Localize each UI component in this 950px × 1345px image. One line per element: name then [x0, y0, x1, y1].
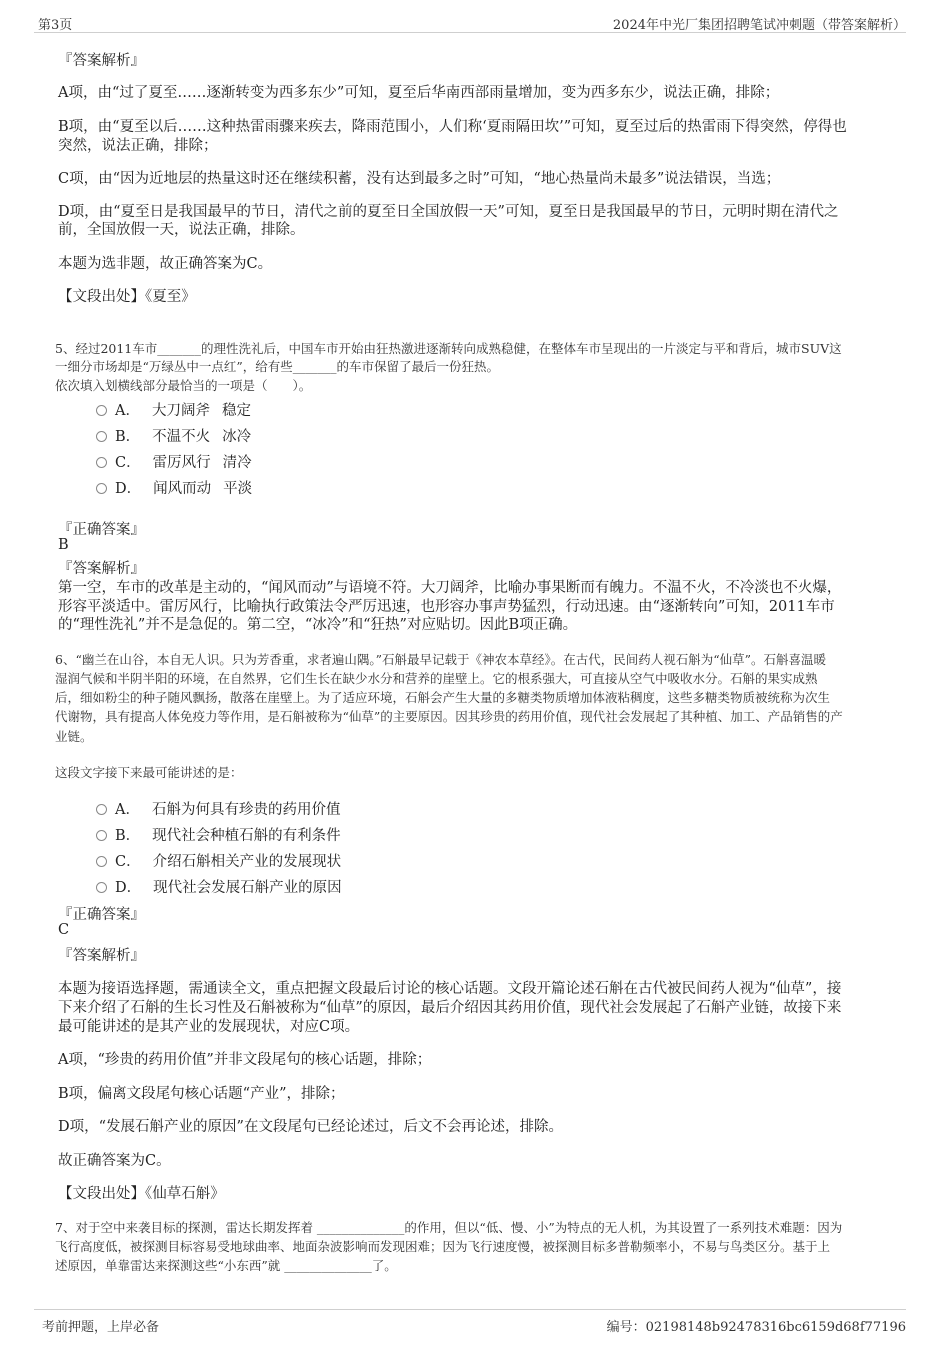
analysis-b-line: B项，偏离文段尾句核心话题“产业”，排除； [58, 1086, 345, 1102]
source-citation: 【文段出处】《仙草石斛》 [58, 1186, 225, 1202]
question-stem: 7、对于空中来袭目标的探测，雷达长期发挥着 ______________的作用，但以“低、慢、小”为特点的无人机，为其设置了一系列技术难题：因为 [55, 1220, 843, 1235]
radio-icon[interactable] [96, 830, 107, 841]
document-id: 编号：02198148b92478316bc6159d68f77196 [606, 1320, 906, 1335]
radio-icon[interactable] [96, 483, 107, 494]
question-stem: 飞行高度低，被探测目标容易受地球曲率、地面杂波影响而发现困难；因为飞行速度慢，被探测目标多普勒频率小，不易与鸟类区分。基于上 [55, 1239, 831, 1254]
answer-value: B [58, 537, 69, 553]
analysis-b-line: B项，由“夏至以后……这种热雷雨骤来疾去，降雨范围小，人们称‘夏雨隔田坎’”可知，夏至过后的热雷雨下得突然，停得也 [58, 119, 847, 135]
radio-icon[interactable] [96, 856, 107, 867]
answer-label: 『正确答案』 [58, 907, 145, 923]
analysis-text: 第一空，车市的改革是主动的，“闻风而动”与语境不符。大刀阔斧，比喻办事果断而有魄力。不温不火，不冷淡也不火爆， [58, 580, 842, 596]
analysis-a-line: A项，“珍贵的药用价值”并非文段尾句的核心话题，排除； [58, 1052, 432, 1068]
question-stem: 一细分市场却是“万绿丛中一点红”，给有些_______的车市保留了最后一份狂热。 [55, 359, 500, 374]
document-title: 2024年中光厂集团招聘笔试冲刺题（带答案解析） [612, 18, 906, 33]
page-footer [34, 1309, 906, 1336]
option-b[interactable]: B． 不温不火 冰冷 [96, 425, 251, 446]
radio-icon[interactable] [96, 405, 107, 416]
analysis-label: 『答案解析』 [58, 948, 145, 964]
question-prompt: 这段文字接下来最可能讲述的是： [55, 765, 243, 780]
question-stem: 业链。 [55, 729, 93, 744]
analysis-c-line: C项，由“因为近地层的热量这时还在继续积蓄，没有达到最多之时”可知，“地心热量尚未最多”说法错误，当选； [58, 171, 781, 187]
answer-label: 『正确答案』 [58, 522, 145, 538]
analysis-label: 『答案解析』 [58, 53, 145, 69]
option-a[interactable]: A． 大刀阔斧 稳定 [96, 399, 251, 420]
radio-icon[interactable] [96, 431, 107, 442]
option-c[interactable]: C． 介绍石斛相关产业的发展现状 [96, 850, 341, 871]
footer-slogan: 考前押题，上岸必备 [42, 1320, 160, 1335]
analysis-d-line: D项，由“夏至日是我国最早的节日，清代之前的夏至日全国放假一天”可知，夏至日是我国最早的节日，元明时期在清代之 [58, 204, 839, 220]
analysis-text: 下来介绍了石斛的生长习性及石斛被称为“仙草”的原因，最后介绍因其药用价值，现代社会发展起了石斛产业链，故接下来 [58, 1000, 842, 1016]
analysis-text: 本题为接语选择题，需通读全文，重点把握文段最后讨论的核心话题。文段开篇论述石斛在古代被民间药人视为“仙草”，接 [58, 981, 842, 997]
option-d[interactable]: D． 闻风而动 平淡 [96, 477, 252, 498]
option-a[interactable]: A． 石斛为何具有珍贵的药用价值 [96, 798, 340, 819]
question-stem: 5、经过2011车市_______的理性洗礼后，中国车市开始由狂热激进逐渐转向成熟稳健，在整体车市呈现出的一片淡定与平和背后，城市SUV这 [55, 341, 842, 356]
question-stem: 代谢物，具有提高人体免疫力等作用，是石斛被称为“仙草”的主要原因。因其珍贵的药用价值，现代社会发展起了其种植、加工、产品销售的产 [55, 709, 843, 724]
question-prompt: 依次填入划横线部分最恰当的一项是（ ）。 [55, 378, 312, 393]
radio-icon[interactable] [96, 882, 107, 893]
question-stem: 湿润气候和半阴半阳的环境，在自然界，它们生长在缺少水分和营养的崖壁上。它的根系强大，可直接从空气中吸收水分。石斛的果实成熟 [55, 671, 818, 686]
question-stem: 述原因，单靠雷达来探测这些“小东西”就 ______________了。 [55, 1258, 397, 1273]
analysis-text: 的“理性洗礼”并不是急促的。第二空，“冰冷”和“狂热”对应贴切。因此B项正确。 [58, 617, 578, 633]
source-citation: 【文段出处】《夏至》 [58, 289, 196, 305]
analysis-a-line: A项，由“过了夏至……逐渐转变为西多东少”可知，夏至后华南西部雨量增加，变为西多东少，说法正确，排除； [58, 85, 780, 101]
analysis-label: 『答案解析』 [58, 561, 145, 577]
radio-icon[interactable] [96, 457, 107, 468]
analysis-b-line: 突然，说法正确，排除； [58, 138, 218, 154]
page-header [34, 10, 906, 33]
radio-icon[interactable] [96, 804, 107, 815]
option-b[interactable]: B． 现代社会种植石斛的有利条件 [96, 824, 341, 845]
conclusion: 故正确答案为C。 [58, 1153, 171, 1169]
page-number: 第3页 [38, 18, 73, 33]
conclusion: 本题为选非题，故正确答案为C。 [58, 256, 273, 272]
analysis-text: 最可能讲述的是其产业的发展现状，对应C项。 [58, 1019, 360, 1035]
question-stem: 后，细如粉尘的种子随风飘扬，散落在崖壁上。为了适应环境，石斛会产生大量的多糖类物质增加体液粘稠度，这些多糖类物质被统称为次生 [55, 690, 831, 705]
question-stem: 6、“幽兰在山谷，本自无人识。只为芳香重，求者遍山隅。”石斛最早记载于《神农本草经》。在古代，民间药人视石斛为“仙草”。石斛喜温暖 [55, 652, 827, 667]
option-c[interactable]: C． 雷厉风行 清冷 [96, 451, 252, 472]
analysis-d-line: D项，“发展石斛产业的原因”在文段尾句已经论述过，后文不会再论述，排除。 [58, 1119, 563, 1135]
analysis-text: 形容平淡适中。雷厉风行，比喻执行政策法令严厉迅速，也形容办事声势猛烈，行动迅速。由“逐渐转向”可知，2011车市 [58, 599, 835, 615]
answer-value: C [58, 922, 70, 938]
analysis-d-line: 前，全国放假一天，说法正确，排除。 [58, 222, 305, 238]
option-d[interactable]: D． 现代社会发展石斛产业的原因 [96, 876, 342, 897]
